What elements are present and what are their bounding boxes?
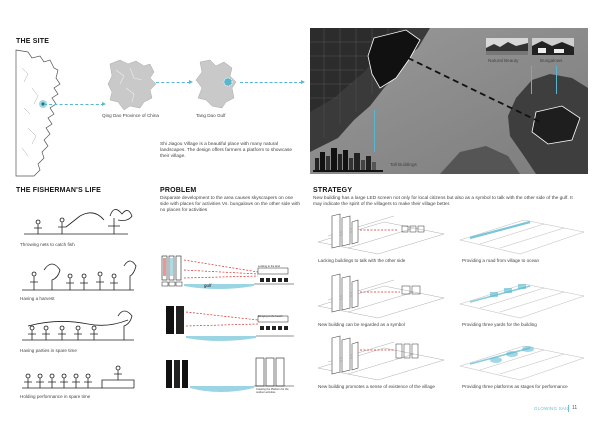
strategy-caption-3: New building promotes a sense of existence of the village: [318, 384, 435, 389]
performance-sketch: [18, 358, 138, 392]
site-title: THE SITE: [16, 38, 50, 45]
gulf-marker-icon: [224, 78, 232, 86]
natural-beauty-photo: [486, 38, 528, 55]
strategy-text: New building has a large LED screen not only for local citizens but also as a symbol to talk with the other side of the gulf. It may indicate the spirit of the villagers to make their village better.: [313, 196, 573, 207]
footer-title: GLOWING SAIL: [534, 406, 570, 411]
strategy-diagram-4: [460, 214, 584, 256]
connector-line: [156, 82, 190, 83]
fishing-sketch: [18, 200, 138, 240]
strategy-diagram-1: [318, 212, 444, 256]
strategy-caption-6: Providing three platforms as stages for performance: [462, 384, 568, 389]
natural-beauty-label: Natural Beauty: [488, 58, 519, 63]
page-number: 11: [572, 405, 578, 411]
china-coast-map: [14, 48, 74, 178]
caption-parties: Having parties in spare time: [20, 348, 77, 353]
problem-diagram-2: [158, 304, 298, 344]
parties-sketch: [18, 306, 138, 346]
caption-performance: Holding performance in spare time: [20, 394, 91, 399]
tall-buildings-skyline: [313, 146, 383, 172]
strategy-title: STRATEGY: [313, 187, 353, 194]
strategy-diagram-2: [318, 272, 444, 320]
diagram-note-2: Bringing to the beach: [258, 315, 283, 318]
connector-line: [240, 82, 302, 83]
caption-harvest: Having a harvest: [20, 296, 55, 301]
strategy-caption-2: New building can be regarded as a symbol: [318, 322, 405, 327]
arrow-icon: [189, 80, 193, 84]
diagram-note-3: Creating the Platform for the outdoor activities: [256, 388, 289, 395]
harvest-sketch: [18, 252, 138, 294]
strategy-diagram-3: [318, 334, 444, 382]
footer-divider: [568, 405, 569, 412]
arrow-icon: [301, 80, 305, 84]
connector-line: [44, 104, 104, 105]
gulf-label: gulf: [204, 283, 212, 288]
caption-fishing: Throwing nets to catch fish: [20, 242, 75, 247]
fisherman-title: THE FISHERMAN'S LIFE: [16, 187, 101, 194]
strategy-caption-1: Lacking buildings to talk with the other side: [318, 258, 406, 263]
strategy-caption-5: Providing three yards for the building: [462, 322, 537, 327]
diagram-note-1: Looking to the land: [258, 265, 280, 268]
strategy-caption-4: Providing a road from village to ocean: [462, 258, 540, 263]
tangdao-gulf-map: [194, 58, 240, 110]
problem-text: Disparate development to the area causes skyscrapers on one side with places for activities Vs. bungalows on the other side with no places for activities: [160, 196, 300, 213]
tangdao-label: Tang Dao Gulf: [196, 113, 226, 118]
callout-line: [556, 66, 557, 94]
problem-diagram-1: [158, 254, 298, 292]
strategy-diagram-6: [460, 338, 584, 382]
bungalows-photo: [532, 38, 574, 55]
qingdao-province-map: [106, 58, 158, 112]
bungalows-label: Bungalows: [540, 58, 563, 63]
qingdao-label: Qing Dao Province of China: [102, 113, 159, 118]
tall-buildings-label: Tall Buildings: [390, 162, 417, 167]
problem-title: PROBLEM: [160, 187, 197, 194]
site-description: Shi Jiagou Village is a beautiful place with many natural landscapes. The design offers farmers a platform to showcase their village.: [160, 142, 293, 159]
callout-line: [531, 66, 532, 94]
strategy-diagram-5: [460, 276, 584, 320]
